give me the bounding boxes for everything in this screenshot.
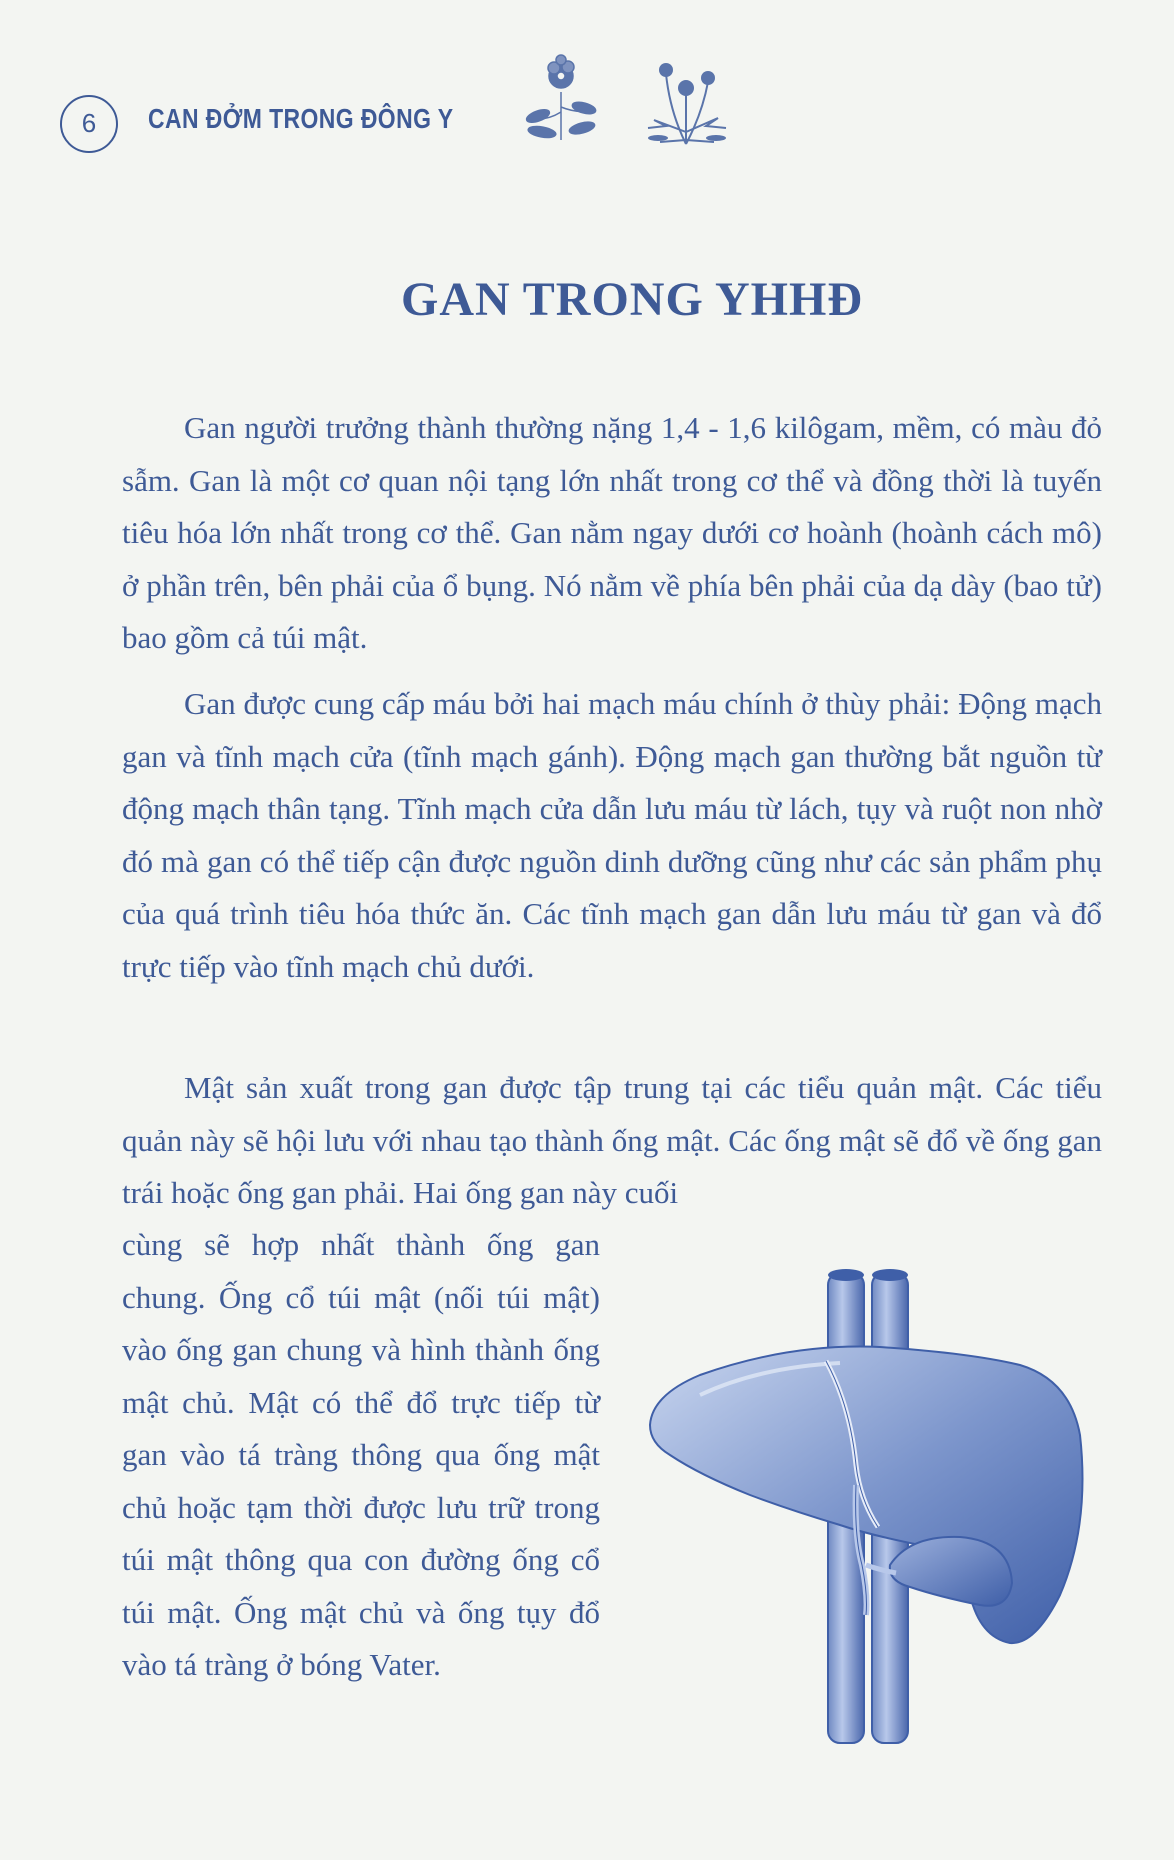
- flower-illustration-icon: [520, 52, 602, 144]
- paragraph-2: Gan được cung cấp máu bởi hai mạch máu chính ở thùy phải: Động mạch gan và tĩnh mạch cửa (tĩnh mạch gánh). Động mạch gan thường bắt nguồn từ động mạch thân tạng. Tĩnh mạch cửa dẫn lưu máu từ lách, tụy và ruột non nhờ đó mà gan có thể tiếp cận được nguồn dinh dưỡng cũng như các sản phẩm phụ của quá trình tiêu hóa thức ăn. Các tĩnh mạch gan dẫn lưu máu từ gan và đổ trực tiếp vào tĩnh mạch chủ dưới.: [122, 686, 1102, 984]
- paragraph-3: Mật sản xuất trong gan được tập trung tại các tiểu quản mật. Các tiểu quản này sẽ hội lưu với nhau tạo thành ống mật. Các ống mật sẽ đổ về ống gan trái hoặc ống gan phải. Hai ống gan này cuối: [122, 1070, 1102, 1210]
- page-number: 6: [60, 95, 118, 153]
- running-head: CAN ĐỞM TRONG ĐÔNG Y: [148, 103, 454, 134]
- paragraph-1: Gan người trưởng thành thường nặng 1,4 - 1,6 kilôgam, mềm, có màu đỏ sẫm. Gan là một cơ quan nội tạng lớn nhất trong cơ thể và đồng thời là tuyến tiêu hóa lớn nhất trong cơ thể. Gan nằm ngay dưới cơ hoành (hoành cách mô) ở phần trên, bên phải của ổ bụng. Nó nằm về phía bên phải của dạ dày (bao tử) bao gồm cả túi mật.: [122, 410, 1102, 655]
- dandelion-illustration-icon: [640, 52, 732, 148]
- liver-illustration: [640, 1265, 1100, 1745]
- chapter-title: GAN TRONG YHHĐ: [400, 273, 864, 326]
- paragraph-3-continuation: cùng sẽ hợp nhất thành ống gan chung. Ống cổ túi mật (nối túi mật) vào ống gan chung và hình thành ống mật chủ. Mật có thể đổ trực tiếp từ gan vào tá tràng thông qua ống mật chủ hoặc tạm thời được lưu trữ trong túi mật thông qua con đường ống cổ túi mật. Ống mật chủ và ống tụy đổ vào tá tràng ở bóng Vater.: [122, 1227, 600, 1682]
